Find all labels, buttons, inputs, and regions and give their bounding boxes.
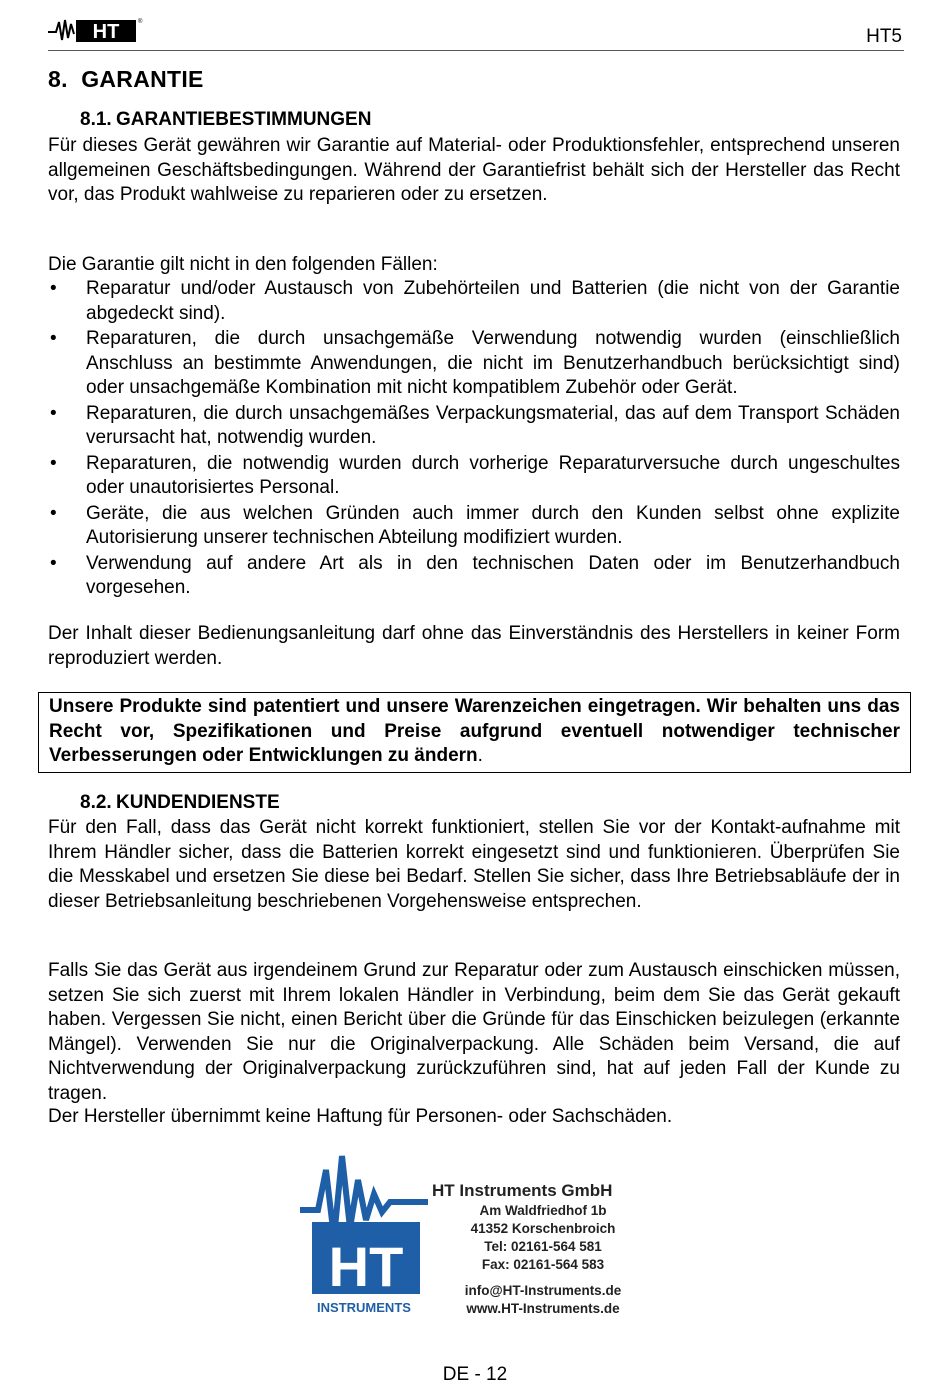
warranty-paragraph-2: Die Garantie gilt nicht in den folgenden Fällen: [48,254,438,275]
list-item: • Verwendung auf andere Art als in den technischen Daten oder im Benutzerhandbuch vorgesehen. [50,552,900,598]
bullet-icon: • [50,452,57,474]
company-tel: Tel: 02161-564 581 [484,1239,602,1254]
page-number: DE - 12 [442,1364,508,1385]
service-paragraph-3: Der Hersteller übernimmt keine Haftung für Personen- oder Sachschäden. [48,1106,673,1127]
subsection-heading-warranty [80,109,371,131]
company-fax: Fax: 02161-564 583 [481,1257,605,1272]
bullet-icon: • [50,502,57,524]
subsection-title: KUNDENDIENSTE [116,792,280,813]
list-item: • Reparaturen, die durch unsachgemäßes Verpackungsmaterial, das auf dem Transport Schäden verursacht hat, notwendig wurden. [50,402,900,448]
patent-notice-end: . [477,745,483,766]
contact-logo-text: HT [328,1235,404,1298]
company-email: info@HT-Instruments.de [464,1283,622,1298]
contact-logo-sub: INSTRUMENTS [317,1300,411,1315]
patent-notice-text: Unsere Produkte sind patentiert und unsere Warenzeichen eingetragen. Wir behalten uns das Recht vor, Spezifikationen und Preise aufgrund eventuell notwendiger technischer Verbesserungen oder Entwicklungen zu ändern [49,696,900,766]
ht-instruments-logo-icon [298,1150,430,1322]
contact-block [298,1150,656,1322]
subsection-heading-service [80,792,280,814]
exclusion-list [48,277,900,602]
subsection-title: GARANTIEBESTIMMUNGEN [116,109,372,130]
warranty-paragraph-3: Der Inhalt dieser Bedienungsanleitung darf ohne das Einverständnis des Herstellers in keiner Form reproduziert werden. [48,623,900,669]
company-street: Am Waldfriedhof 1b [479,1203,607,1218]
company-web: www.HT-Instruments.de [466,1301,620,1316]
section-title [48,66,204,93]
model-label: HT5 [866,26,902,47]
header-logo-text: HT [92,21,120,43]
list-item: • Reparaturen, die durch unsachgemäße Verwendung notwendig wurden (einschließlich Anschluss an bestimmte Anwendungen, die nicht im Benutzerhandbuch berücksichtigt sind) oder unsachgemäße Kombination mit nicht kompatiblem Zubehör oder Gerät. [50,328,900,398]
subsection-number: 8.1. [80,109,112,130]
subsection-number: 8.2. [80,792,112,813]
bullet-icon: • [50,278,57,299]
bullet-icon: • [50,552,57,574]
patent-notice-box [38,692,911,773]
list-item: • Geräte, die aus welchen Gründen auch immer durch den Kunden selbst ohne explizite Autorisierung unserer technischen Abteilung modifiziert wurden. [50,502,900,548]
ht-logo-icon [48,14,143,46]
page-header [48,12,904,51]
service-paragraph-1: Für den Fall, dass das Gerät nicht korrekt funktioniert, stellen Sie vor der Kontakt-aufnahme mit Ihrem Händler sicher, dass die Batterien korrekt eingesetzt sind und funktionieren. Überprüfen Sie die Messkabel und ersetzen Sie diese bei Bedarf. Stellen Sie sicher, dass Ihre Betriebsabläufe der in dieser Betriebsanleitung beschriebenen Vorgehensweise entsprechen. [48,817,900,912]
company-name: HT Instruments GmbH [432,1181,613,1200]
section-title-text: GARANTIE [81,66,204,92]
warranty-paragraph-1: Für dieses Gerät gewähren wir Garantie auf Material- oder Produktionsfehler, entsprechend unseren allgemeinen Geschäftsbedingungen. Während der Garantiefrist behält sich der Hersteller das Recht vor, das Produkt wahlweise zu reparieren oder zu ersetzen. [48,135,900,205]
list-item: • Reparatur und/oder Austausch von Zubehörteilen und Batterien (die nicht von der Garantie abgedeckt sind). [50,278,900,324]
bullet-icon: • [50,402,57,424]
bullet-icon: • [50,328,57,349]
company-city: 41352 Korschenbroich [470,1221,616,1236]
section-number: 8. [48,66,68,92]
company-address [430,1180,656,1318]
list-item: • Reparaturen, die notwendig wurden durch vorherige Reparaturversuche durch ungeschultes oder unautorisiertes Personal. [50,452,900,498]
service-paragraph-2: Falls Sie das Gerät aus irgendeinem Grund zur Reparatur oder zum Austausch einschicken müssen, setzen Sie sich zuerst mit Ihrem lokalen Händler in Verbindung, beim dem Sie das Gerät gekauft haben. Vergessen Sie nicht, einen Bericht über die Gründe für das Einschicken beizulegen (erkannte Mängel). Verwenden Sie nur die Originalverpackung. Alle Schäden beim Versand, die auf Nichtverwendung der Originalverpackung zurückzuführen sind, hat auf jeden Fall der Kunde zu tragen. [48,960,900,1104]
svg-text:®: ® [138,19,143,25]
